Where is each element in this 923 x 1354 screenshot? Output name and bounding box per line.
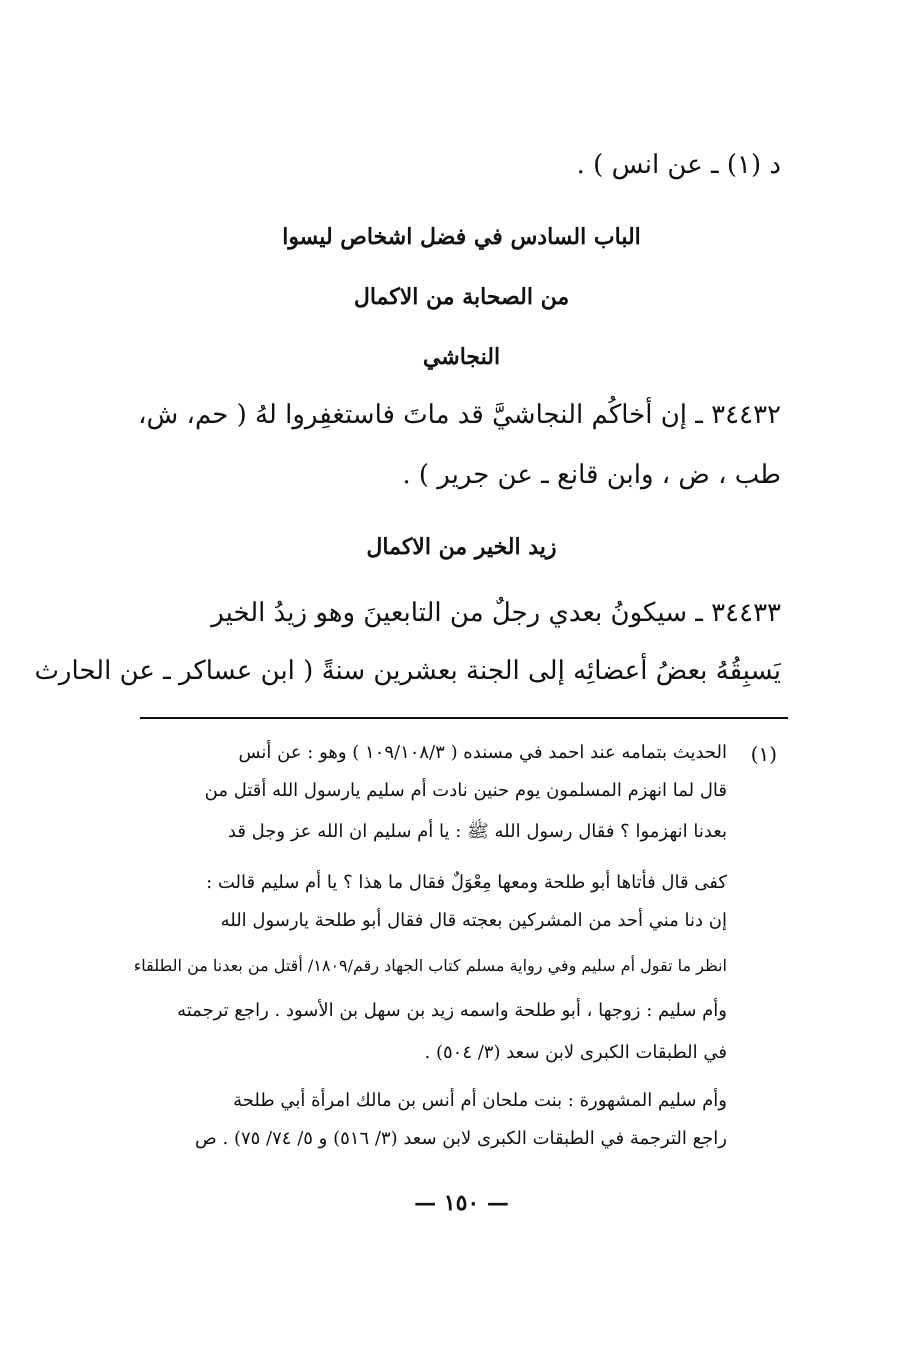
- page-number: — ١٥٠ —: [414, 1190, 509, 1216]
- footnote-line: وأم سليم المشهورة : بنت ملحان أم أنس بن مالك امرأة أبي طلحة: [233, 1090, 727, 1111]
- hadith-3432-line-2: طب ، ض ، وابن قانع ـ عن جرير ) .: [402, 460, 781, 490]
- footnote-divider: [140, 717, 788, 719]
- footnote-line: بعدنا انهزموا ؟ فقال رسول الله ﷺ : يا أم سليم ان الله عز وجل قد: [227, 821, 727, 842]
- footnote-line: إن دنا مني أحد من المشركين بعجته قال فقال أبو طلحة يارسول الله: [220, 910, 727, 931]
- hadith-3432-line-1: ٣٤٤٣٢ ـ إن أخاكُم النجاشيَّ قد ماتَ فاستغفِروا لهُ ( حم، ش،: [138, 400, 781, 430]
- section-heading-zaid: زيد الخير من الاكمال: [366, 534, 557, 560]
- footnote-line: انظر ما تقول أم سليم وفي رواية مسلم كتاب الجهاد رقم/١٨٠٩/ أقتل من بعدنا من الطلقاء: [133, 956, 727, 975]
- chapter-subheading: من الصحابة من الاكمال: [353, 284, 570, 310]
- footnote-line: الحديث بتمامه عند احمد في مسنده ( ١٠٩/١٠٨/٣ ) وهو : عن أنس: [238, 742, 727, 763]
- hadith-3433-line-1: ٣٤٤٣٣ ـ سيكونُ بعدي رجلٌ من التابعينَ وهو زيدُ الخير: [211, 598, 781, 628]
- hadith-3433-line-2: يَسبِقُهُ بعضُ أعضائِه إلى الجنة بعشرين سنةً ( ابن عساكر ـ عن الحارث: [34, 656, 781, 686]
- footnote-line: قال لما انهزم المسلمون يوم حنين نادت أم سليم يارسول الله أقتل من: [204, 780, 727, 801]
- footnote-line: راجع الترجمة في الطبقات الكبرى لابن سعد (٣/ ٥١٦) و ٥/ ٧٤/ ٧٥) . ص: [195, 1128, 727, 1149]
- footnote-number: (١): [750, 742, 777, 766]
- footnote-line: كفى قال فأتاها أبو طلحة ومعها مِعْوَلٌ فقال ما هذا ؟ يا أم سليم قالت :: [206, 872, 727, 893]
- chapter-heading: الباب السادس في فضل اشخاص ليسوا: [282, 224, 641, 250]
- section-heading-najashi: النجاشي: [422, 344, 501, 370]
- continuation-line: د (١) ـ عن انس ) .: [576, 150, 781, 180]
- footnote-line: وأم سليم : زوجها ، أبو طلحة واسمه زيد بن سهل بن الأسود . راجع ترجمته: [177, 1000, 727, 1021]
- footnote-line: في الطبقات الكبرى لابن سعد (٣/ ٥٠٤) .: [424, 1042, 727, 1063]
